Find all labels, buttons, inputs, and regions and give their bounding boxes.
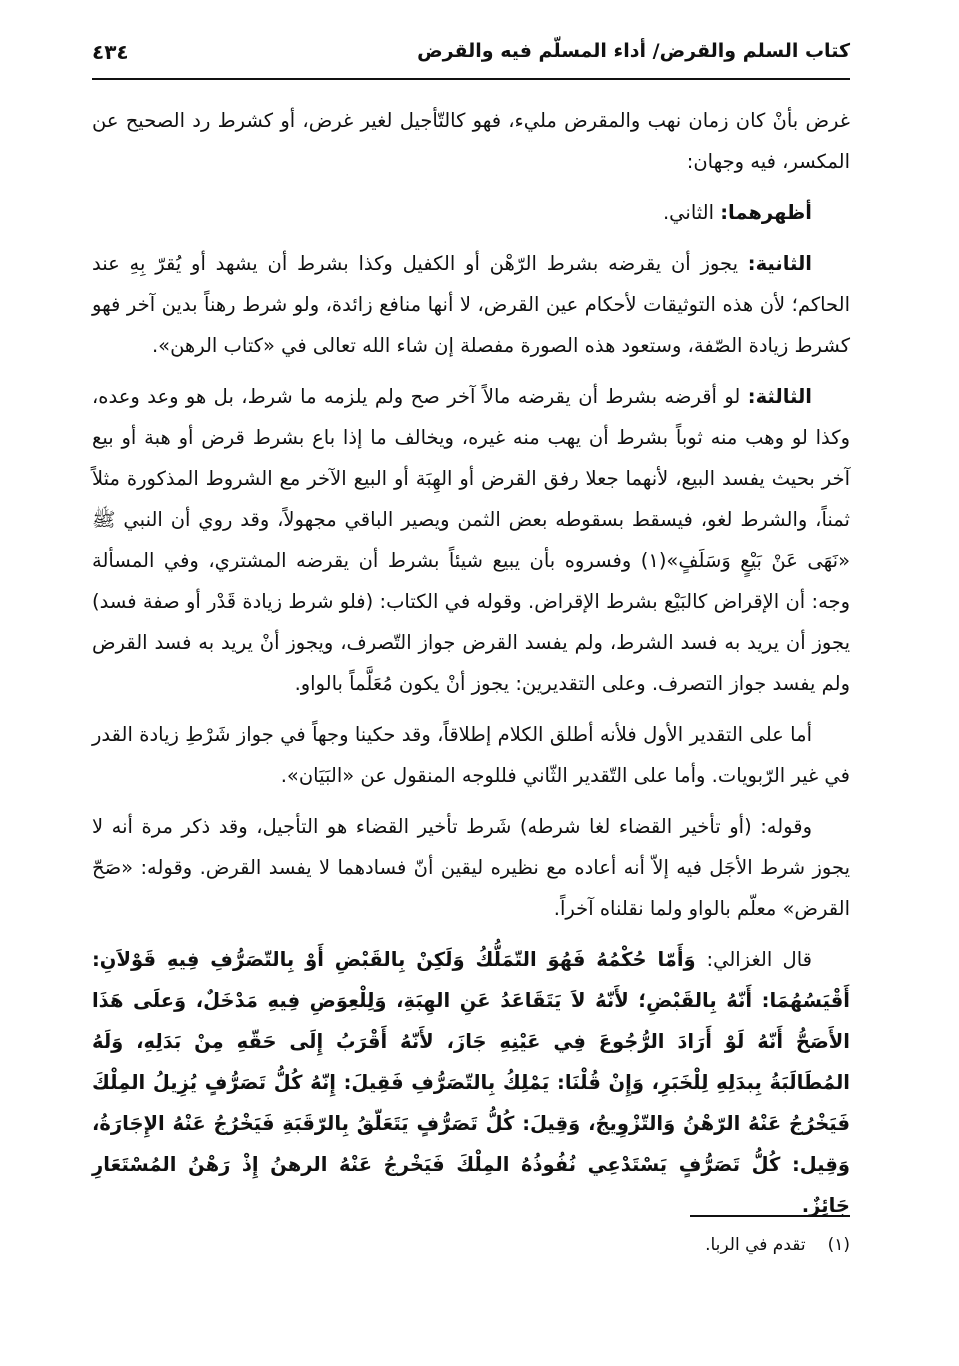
paragraph-delay-clause: وقوله: (أو تأخير القضاء لغا شرطه) شَرط تأخير القضاء هو التأجيل، وقد ذكر مرة أنه لا يجوز شرط الأجَل فيه إلاّ أنه أعاده مع نظيره ليقين أنّ فسادهما لا يفسد القرض. وقوله: «صَحّ القرض» معلّم بالواو ولما نقلناه آخراً. bbox=[92, 815, 850, 920]
page-header bbox=[92, 30, 850, 80]
running-title: كتاب السلم والقرض/ أداء المسلّم فيه والقرض bbox=[417, 40, 850, 62]
footnote-text: تقدم في الربا. bbox=[705, 1235, 806, 1255]
paragraph-third-issue bbox=[92, 376, 850, 704]
paragraph-text: يجوز أن يقرضه بشرط الرّهْن أو الكفيل وكذا بشرط أن يشهد أو يُقرّ بِهِ عند الحاكم؛ لأن هذه التوثيقات لأحكام عين القرض، لا أنها منافع زائدة، ولو شرط رهناً بدين آخر فهو كشرط زيادة الصّفة، وستعود هذه الصورة مفصلة إن شاء الله تعالى في «كتاب الرهن». bbox=[92, 252, 850, 357]
paragraph-azharuhuma bbox=[92, 192, 850, 233]
footnote-number: (١) bbox=[827, 1235, 850, 1255]
book-page bbox=[92, 30, 850, 1340]
footnote-divider bbox=[690, 1215, 850, 1217]
paragraph-text: الثاني. bbox=[662, 201, 721, 224]
paragraph-ghazali-quote bbox=[92, 939, 850, 1226]
paragraph-lead: أظهرهما: bbox=[720, 201, 812, 224]
page-number: ٤٣٤ bbox=[92, 40, 129, 64]
paragraph-lead: الثانية: bbox=[747, 252, 812, 275]
paragraph-first-estimation: أما على التقدير الأول فلأنه أطلق الكلام إطلاقاً، وقد حكينا وجهاً في جواز شَرْطِ زيادة القدر في غير الرّبويات. وأما على التّقدير الثّاني فللوجه المنقول عن «البَيَان». bbox=[92, 723, 850, 787]
paragraph-continuation: غرض بأنْ كان زمان نهب والمقرض مليء، فهو كالتّأجيل لغير غرض، أو كشرط رد الصحيح عن المكسر، فيه وجهان: bbox=[92, 109, 850, 173]
paragraph-text: وَأَمّا حُكْمُهُ فَهُوَ التّمَلُّكُ وَلَكِنْ بِالقَبْضِ أَوْ بِالتّصَرُّفِ فِيهِ قَوْلاَنِ: أَقْيَسُهُمَا: أَنّهُ بِالقَبْضِ؛ لأَنّهُ لاَ يَتَقَاعَدُ عَنِ الهِبَةِ، وَلِلْعِوَضِ فِيهِ مَدْخَلٌ، وَعلَى هَذَا الأَصَحُّ أَنّهُ لَوْ أَرَادَ الرُّجُوعَ فِي عَيْنِهِ جَازَ، لأَنّهُ أَقْرَبُ إِلَى حَقّهِ مِنْ بَدَلِهِ، وَلَهُ المُطَالَبَةُ بِبدَلِهِ لِلْخَبَرِ، وَإِنْ قُلْنَا: يَمْلِكُ بِالتّصَرُّفِ فَقِيلَ: إِنّهُ كُلُّ تَصَرُّفٍ يُزِيلُ المِلْكَ فَيَخْرُجُ عَنْهُ الرّهْنُ وَالتّزْوِيجُ، وَقِيلَ: كُلُّ تَصَرُّفٍ يَتَعَلّقُ بِالرّقَبَةِ فَيَخْرُجُ عَنْهُ الإِجَارَةُ، وَقِيل: كُلُّ تَصَرُّفٍ يَسْتَدْعِي نُفُوذُهُ المِلْكَ فَيَخْرجُ عَنْهُ الرهنُ إِذْ رَهْنُ المُسْتَعَارِ جَائِزٌ. bbox=[92, 948, 850, 1217]
paragraph-lead: قال الغزالي: bbox=[706, 948, 812, 971]
paragraph-second-issue bbox=[92, 243, 850, 366]
body-text bbox=[92, 100, 850, 1226]
footnote bbox=[705, 1230, 850, 1260]
paragraph-text: لو أقرضه بشرط أن يقرضه مالاً آخر صح ولم يلزمه ما شرط، بل هو وعد وعده، وكذا لو وهب منه ثوباً بشرط أن يهب منه غيره، ويخالف ما إذا باع بشرط قرض أو هبة أو بيع آخر بحيث يفسد البيع، لأنهما جعلا رفق القرض أو الهِبَة أو البيع الآخر مع الشروط المذكورة مثلاً ثمناً، والشرط لغو، فيسقط بسقوطه بعض الثمن ويصير الباقي مجهولاً، وقد روي أن النبي ﷺ «نَهَى عَنْ بَيْعٍ وَسَلَفٍ»(١) وفسروه بأن يبيع شيئاً بشرط أن يقرضه المشتري، وفي المسألة وجه: أن الإقراض كالبَيْع بشرط الإقراض. وقوله في الكتاب: (فلو شرط زيادة قَدْر أو صفة فسد) يجوز أن يريد به فسد الشرط، ولم يفسد القرض جواز التّصرف، ويجوز أنْ يريد به فسد القرض ولم يفسد جواز التصرف. وعلى التقديرين: يجوز أنْ يكون مُعَلَّماً بالواو. bbox=[92, 385, 850, 695]
paragraph-lead: الثالثة: bbox=[747, 385, 812, 408]
